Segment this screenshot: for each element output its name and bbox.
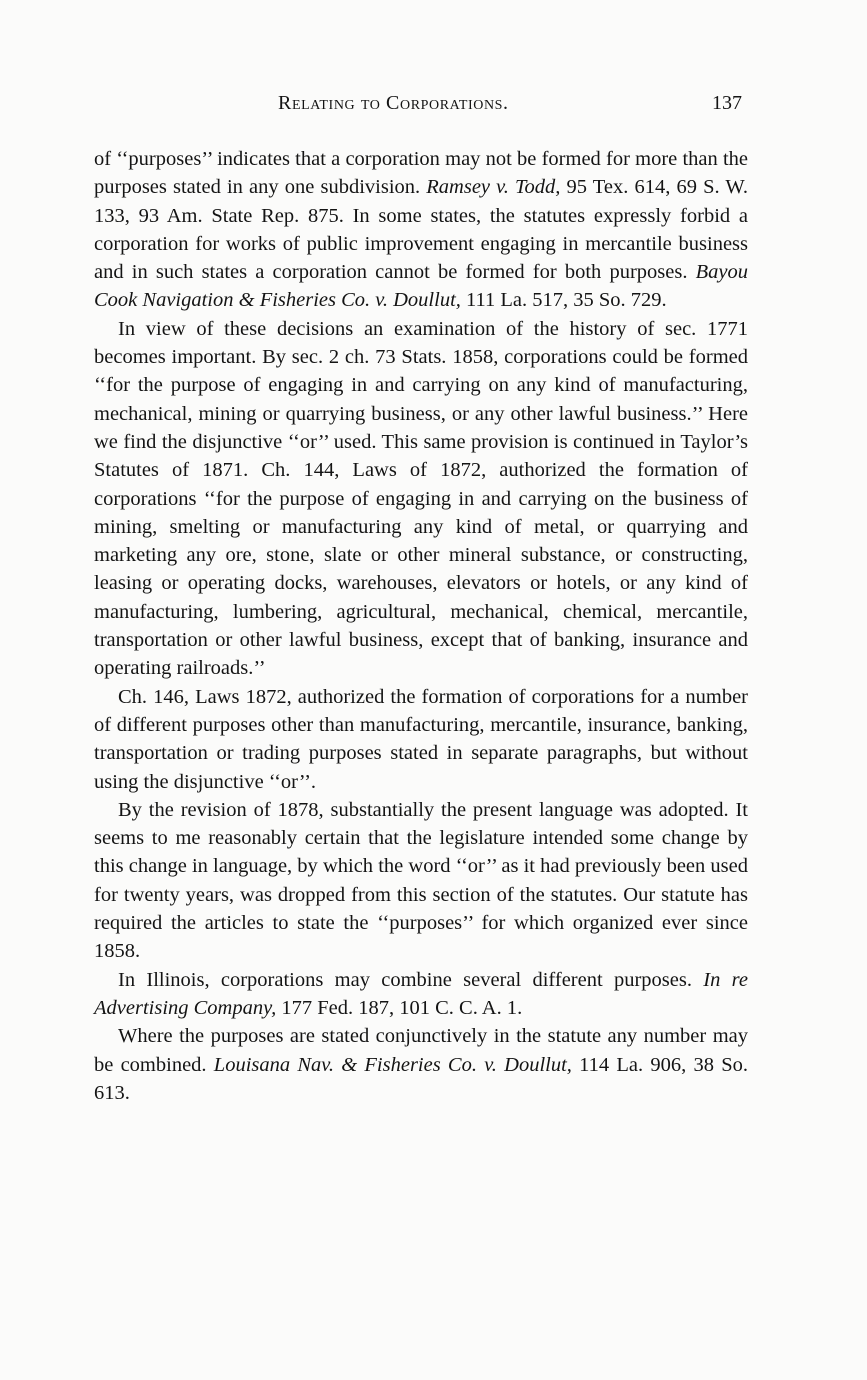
paragraph	[94, 683, 748, 796]
text-run: By the revision of 1878, substantially the present language was adopted. It seems to me reasonably certain that the legislature intended some change by this change in language, by which the word ‘‘or’’ as it had previously been used for twenty years, was dropped from this section of the statutes. Our statute has required the articles to state the ‘‘purposes’’ for which organized ever since 1858.	[94, 798, 748, 963]
paragraph	[94, 796, 748, 966]
text-run: 114 La. 906, 38 So. 613.	[94, 1053, 748, 1104]
text-run: 95 Tex. 614, 69 S. W. 133, 93 Am. State Rep. 875. In some states, the statutes expressly forbid a corporation for works of public improvement engaging in mercantile business and in such states a corporation cannot be formed for both purposes.	[94, 176, 748, 284]
paragraph	[94, 966, 748, 1023]
text-run: of ‘‘purposes’’ indicates that a corporation may not be formed for more than the purposes stated in any one subdivision.	[94, 148, 748, 199]
text-run: 111 La. 517, 35 So. 729.	[460, 289, 667, 312]
case-citation: Bayou Cook Navigation & Fisheries Co. v. Doullut,	[94, 261, 748, 312]
header-title: Relating to Corporations.	[278, 92, 509, 114]
text-run: 177 Fed. 187, 101 C. C. A. 1.	[276, 996, 523, 1019]
running-header	[0, 92, 867, 124]
case-citation: In re Advertising Company,	[94, 968, 748, 1019]
text-run: Ch. 146, Laws 1872, authorized the formation of corporations for a number of different purposes other than manufacturing, mercantile, insurance, banking, transportation or trading purposes stated in separate paragraphs, but without using the disjunctive ‘‘or’’.	[94, 685, 748, 793]
case-citation: Ramsey v. Todd,	[426, 176, 561, 199]
text-run: Where the purposes are stated conjunctively in the statute any number may be combined.	[94, 1025, 748, 1076]
paragraph	[94, 145, 748, 315]
page-number: 137	[712, 92, 742, 114]
case-citation: Louisana Nav. & Fisheries Co. v. Doullut,	[213, 1053, 572, 1076]
paragraph	[94, 315, 748, 683]
text-run: In view of these decisions an examination of the history of sec. 1771 becomes important. By sec. 2 ch. 73 Stats. 1858, corporations could be formed ‘‘for the purpose of engaging in and carrying on any kind of manufacturing, mechanical, mining or quarrying business, or any other lawful business.’’ Here we find the disjunctive ‘‘or’’ used. This same provision is continued in Taylor’s Statutes of 1871. Ch. 144, Laws of 1872, authorized the formation of corporations ‘‘for the purpose of engaging in and carrying on the business of mining, smelting or manufacturing any kind of metal, or quarrying and marketing any ore, stone, slate or other mineral substance, or constructing, leasing or operating docks, warehouses, elevators or hotels, or any kind of manufacturing, lumbering, agricultural, mechanical, chemical, mercantile, transportation or other lawful business, except that of banking, insurance and operating railroads.’’	[94, 317, 748, 680]
body-text	[94, 145, 748, 1107]
text-run: In Illinois, corporations may combine several different purposes.	[118, 968, 704, 991]
paragraph	[94, 1022, 748, 1107]
